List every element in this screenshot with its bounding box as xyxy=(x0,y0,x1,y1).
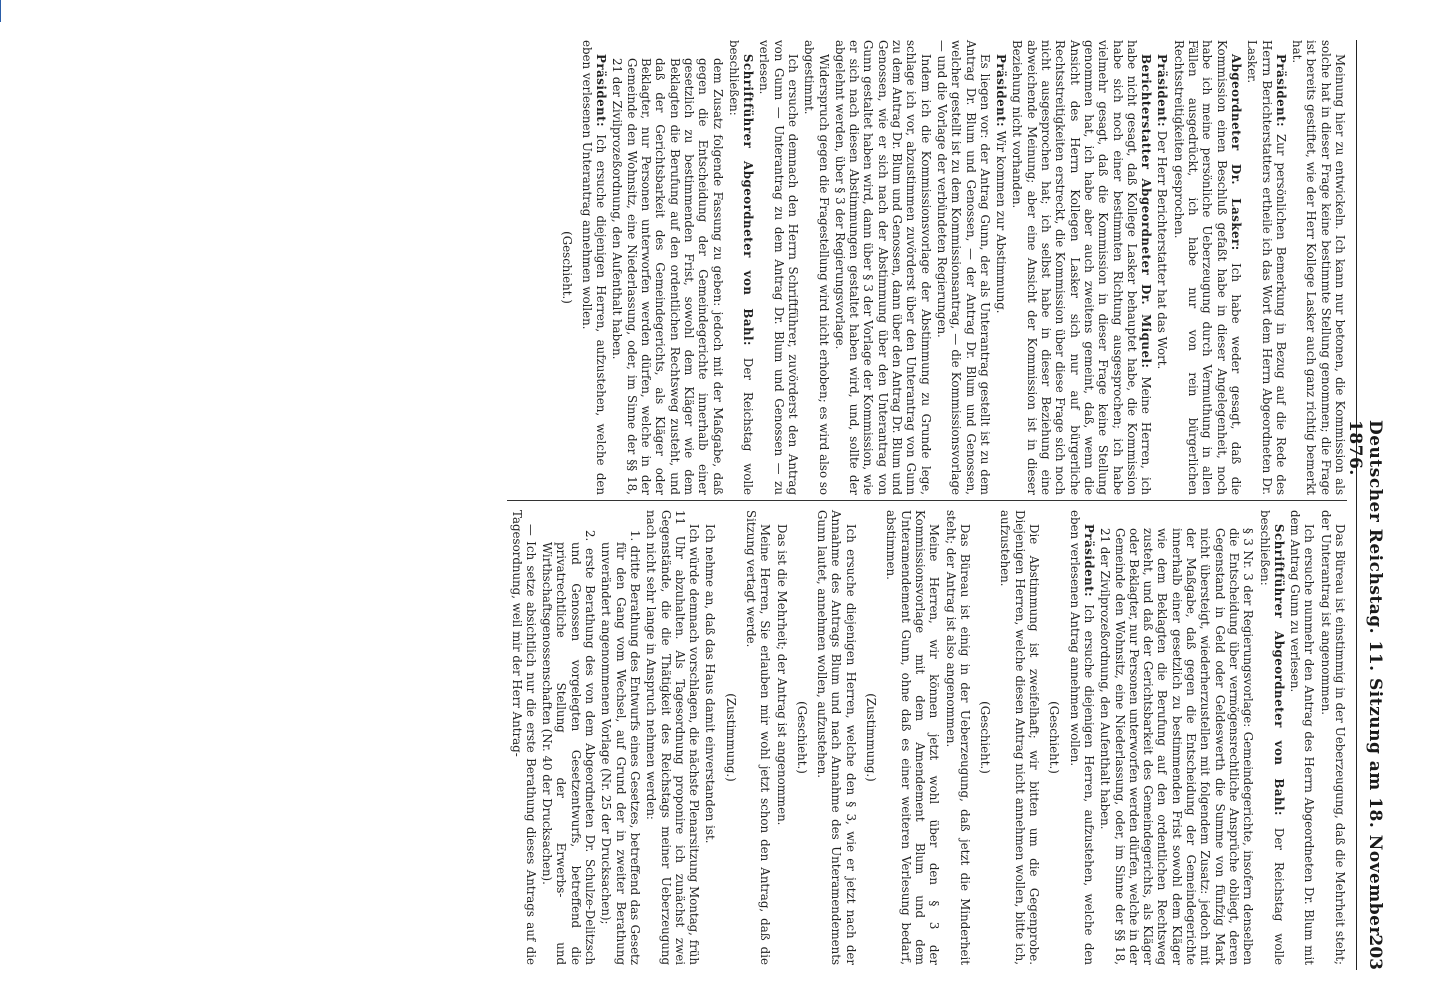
speaker-name: Berichterstatter Abgeordneter Dr. Miquel: xyxy=(1139,54,1154,369)
paragraph-text: Der Reichstag wolle beschließen: xyxy=(726,40,756,496)
paragraph xyxy=(757,40,800,495)
left-column xyxy=(559,40,1347,496)
paragraph xyxy=(802,40,831,495)
paragraph-text: Es liegen vor: der Antrag Gunn, der als Unterantrag gestellt ist zu dem Antrag Dr. Blum und Genossen, — der Antrag Dr. Blum und Genossen, welcher gestellt ist zu dem Kommissionsantrag, — die Kommissionsvorlage — und die Vorlage der verbündeten Regierungen. xyxy=(934,40,992,495)
paragraph-text: (Geschieht.) xyxy=(978,701,993,774)
paragraph xyxy=(1318,510,1347,965)
speaker-name: Abgeordneter Dr. Lasker: xyxy=(1228,54,1243,251)
paragraph-text: (Geschieht.) xyxy=(794,701,809,774)
paragraph xyxy=(935,40,992,495)
paragraph-text: — Ich setze absichtlich nur die erste Berathung dieses Antrags auf die Tagesordnung, weil mir der Herr Antrag- xyxy=(509,510,538,965)
paragraph-text: (Zustimmung.) xyxy=(864,693,879,782)
paragraph xyxy=(744,510,773,965)
speaker-name: Schriftführer Abgeordneter von Bahl: xyxy=(741,54,756,346)
paragraph xyxy=(1245,40,1288,495)
paragraph-text: Ich ersuche demnach den Herrn Schriftführer, zuvörderst den Antrag von Gunn — Unterantrag zu dem Antrag Dr. Blum und Genossen — zu verlesen. xyxy=(757,40,801,495)
paragraph-text: (Geschieht.) xyxy=(1047,701,1062,774)
paragraph-text: dem Zusatz folgende Fassung zu geben: jedoch mit der Maßgabe, daß gegen die Entscheidung der Gemeindegerichte innerhalb einer gesetzlich zu bestimmenden Frist, sowohl dem Kläger wie dem Beklagten die Berufung auf den ordentlichen Rechtsweg zusteht, und daß der Gerichtsbarkeit des Gemeindegerichts, als Kläger oder Beklagter, nur Personen unterworfen werden dürfen, welche in der Gemeinde den Wohnsitz, eine Niederlassung, oder, im Sinne der §§ 18, 21 der Zivilprozeßordnung, den Aufenthalt haben. xyxy=(610,58,725,495)
speaker-name: Präsident: xyxy=(1273,54,1288,127)
paragraph xyxy=(864,510,878,965)
paragraph-text: Ich ersuche diejenigen Herren, welche den § 3, wie er jetzt nach der Annahme des Antrags Blum und nach Annahme des Unteramendements Gunn lautet, annehmen wollen, aufzustehen. xyxy=(815,510,858,965)
paragraph-text: Ich habe weder gesagt, daß die Kommission einen Beschluß gefaßt habe in dieser Angelegenheit, noch habe ich meine persönliche Ueberzeugung durch Vermuthung in allen Fällen ausgedrückt, ich habe nur von rein bürgerlichen Rechtsstreitigkeiten gesprochen. xyxy=(1171,40,1243,496)
speaker-name: Präsident: xyxy=(994,54,1009,127)
paragraph xyxy=(644,510,701,965)
right-column xyxy=(509,510,1347,966)
paragraph-text: Die Abstimmung ist zweifelhaft; wir bitten um die Gegenprobe. Diejenigen Herren, welche diesen Antrag nicht annehmen wollen, bitte ich, aufzustehen. xyxy=(998,510,1042,965)
paragraph-text: Ich würde demnach vorschlagen, die nächste Plenarsitzung Montag, früh 11 Uhr abzuhalten. Als Tagesordnung proponire ich zunächst zwei Gegenstände, die die Thätigkeit des Reichstags meiner Ueberzeugung nach nicht sehr lange in Anspruch nehmen werden: xyxy=(644,510,702,965)
paragraph xyxy=(884,510,941,965)
paragraph xyxy=(727,40,756,495)
paragraph xyxy=(833,40,933,495)
paragraph-text: Der Herr Berichterstatter hat das Wort. xyxy=(1155,130,1170,370)
paragraph-text: Zur persönlichen Bemerkung in Bezug auf die Rede des Herrn Berichterstatters ertheile ich das Wort dem Herrn Abgeordneten Dr. Lasker. xyxy=(1245,40,1288,495)
paragraph xyxy=(540,510,597,965)
page-number: 203 xyxy=(1365,934,1385,970)
column-divider xyxy=(507,500,1347,501)
page-header xyxy=(1345,40,1387,970)
paragraph-text: Ich ersuche nunmehr den Antrag des Herrn Abgeordneten Dr. Blum mit dem Antrag Gunn zu verlesen. xyxy=(1288,510,1317,965)
paragraph xyxy=(1098,510,1255,965)
paragraph-text: § 3 Nr. 3 der Regierungsvorlage: Gemeindegerichte, insofern denselben die Entscheidung über vermögensrechtliche Ansprüche obliegt, deren Gegenstand in Geld oder Geldeswerth die Summe von fünfzig Mark nicht übersteigt, wiederherzustellen mit folgendem Zusatz: jedoch mit der Maßgabe, daß gegen die Entscheidung der Gemeindegerichte innerhalb einer gesetzlich zu bestimmenden Frist sowohl dem Kläger wie dem Beklagten die Berufung auf den ordentlichen Rechtsweg zusteht, und daß der Gerichtsbarkeit des Gemeindegerichts, als Kläger oder Beklagter, nur Personen unterworfen werden dürfen, welche in der Gemeinde den Wohnsitz, eine Niederlassung, oder, im Sinne der §§ 18, 21 der Zivilprozeßordnung, den Aufenthalt haben. xyxy=(1098,528,1256,965)
paragraph-text: Widerspruch gegen die Fragestellung wird nicht erhoben; es wird also so abgestimmt. xyxy=(802,40,831,495)
dfg-logo-icon xyxy=(0,0,1,22)
speaker-name: Präsident: xyxy=(594,54,609,127)
paragraph-text: Ich ersuche diejenigen Herren, aufzustehen, welche den eben verlesenen Antrag annehmen wollen. xyxy=(1067,510,1096,966)
paragraph xyxy=(994,40,1008,495)
paragraph-text: Das Büreau ist einstimmig in der Ueberzeugung, daß die Mehrheit steht; der Unterantrag ist angenommen. xyxy=(1318,510,1347,965)
speaker-name: Schriftführer Abgeordneter von Bahl: xyxy=(1271,524,1286,816)
paragraph-text: Meinung hier zu entwickeln. Ich kann nur betonen, die Kommission als solche hat in dieser Frage keine bestimmte Stellung genommen; die Frage ist bereits gestiftet, wie der Herr Kollege Lasker auch ganz richtig bemerkt hat. xyxy=(1290,40,1347,495)
paragraph xyxy=(1047,510,1061,965)
paragraph xyxy=(1290,40,1347,495)
paragraph-text: Meine Herren, wir können jetzt wohl über den § 3 der Kommissionsvorlage mit dem Amendement Blum und dem Unteramendement Gunn, ohne daß es einer weiteren Verlesung bedarf, abstimmen. xyxy=(884,510,942,965)
paragraph-text: Ich ersuche diejenigen Herren, aufzustehen, welche den eben verlesenen Unterantrag annehmen wollen. xyxy=(579,40,609,496)
paragraph xyxy=(509,510,538,965)
paragraph-text: Wir kommen zur Abstimmung. xyxy=(994,130,1009,314)
paragraph xyxy=(815,510,858,965)
paragraph-text: 2. erste Berathung des von dem Abgeordneten Dr. Schulze-Delitzsch und Genossen vorgelegten Gesetzentwurfs, betreffend die privatrechtliche Stellung der Erwerbs- und Wirthschaftsgenossenschaften (Nr. 40 der Drucksachen). xyxy=(540,530,598,965)
paragraph-text: Meine Herren, Sie erlauben mir wohl jetzt schon den Antrag, daß die Sitzung vertagt werde. xyxy=(744,510,773,965)
digitization-footer xyxy=(0,0,6,1000)
paragraph xyxy=(610,40,724,495)
paragraph-text: Das Büreau ist einig in der Ueberzeugung, daß jetzt die Minderheit steht; der Antrag ist also angenommen. xyxy=(943,510,972,965)
paragraph xyxy=(1288,510,1317,965)
paragraph-text: Indem ich die Kommissionsvorlage der Abstimmung zu Grunde lege, schlage ich vor, abzustimmen zuvörderst über den Unterantrag von Gunn zu dem Antrag Dr. Blum und Genossen, dann über den Antrag Dr. Blum und Genossen, wie er sich nach der Abstimmung über den Unterantrag von Gunn gestaltet haben wird, dann über § 3 der Vorlage der Kommission, wie er sich nach diesen Abstimmungen gestaltet haben wird, und, sollte der abgelehnt werden, über § 3 der Regierungsvorlage. xyxy=(832,40,933,495)
paragraph xyxy=(795,510,809,965)
paragraph-text: 1. dritte Berathung des Entwurfs eines Gesetzes, betreffend das Gesetz für den Gang vom Wechsel, auf Grund der in zweiter Berathung unverändert angenommenen Vorlage (Nr. 25 der Drucksachen); xyxy=(599,530,642,965)
paragraph xyxy=(703,510,717,965)
paragraph-text: (Zustimmung.) xyxy=(723,693,738,782)
paragraph xyxy=(1010,40,1153,495)
paragraph-text: Der Reichstag wolle beschließen: xyxy=(1257,510,1286,966)
paragraph xyxy=(1155,40,1169,495)
paragraph-text: (Geschieht.) xyxy=(559,231,574,304)
paragraph xyxy=(943,510,972,965)
paragraph xyxy=(1257,510,1286,965)
paragraph xyxy=(559,40,573,495)
paragraph xyxy=(599,510,642,965)
paragraph-text: Ich nehme an, daß das Haus damit einverstanden ist. xyxy=(703,524,718,844)
paragraph xyxy=(723,510,737,965)
paragraph xyxy=(998,510,1041,965)
paragraph xyxy=(1067,510,1096,965)
paragraph xyxy=(580,40,609,495)
speaker-name: Präsident: xyxy=(1081,524,1096,597)
paragraph-text: Das ist die Mehrheit; der Antrag ist angenommen. xyxy=(774,524,789,826)
page-title: Deutscher Reichstag. 11. Sitzung am 18. November 1876. xyxy=(1345,420,1385,936)
speaker-name: Präsident: xyxy=(1155,54,1170,127)
paragraph xyxy=(1171,40,1242,495)
paragraph xyxy=(774,510,788,965)
paragraph-text: Meine Herren, ich habe nicht gesagt, daß Kollege Lasker behauptet habe, die Kommission habe sich noch einer bestimmten Richtung ausgesprochen; ich habe vielmehr gesagt, daß die Kommission in dieser Frage keine Stellung genommen hat, ich habe aber auch zweitens gemeint, daß, wenn die Ansicht des Herrn Kollegen Lasker sich nur auf bürgerliche Rechtsstreitigkeiten erstreckt, die Kommission über diese Frage sich noch nicht ausgesprochen hat; ich selbst habe in dieser Beziehung eine abweichende Meinung; aber eine Ansicht der Kommission ist in dieser Beziehung nicht vorhanden. xyxy=(1010,40,1154,495)
digitization-credit xyxy=(0,30,2,468)
paragraph xyxy=(978,510,992,965)
